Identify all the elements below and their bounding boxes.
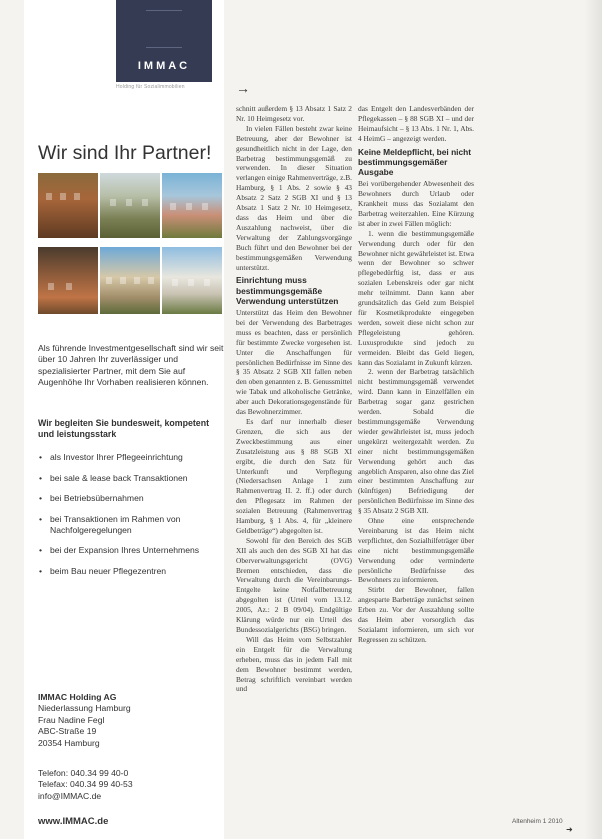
ad-headline: Wir sind Ihr Partner! xyxy=(38,142,212,164)
list-item: • beim Bau neuer Pflegezentren xyxy=(38,566,224,577)
company-name: IMMAC Holding AG xyxy=(38,692,117,702)
email-address: info@IMMAC.de xyxy=(38,790,102,801)
article-column-2 xyxy=(358,104,474,645)
list-item: • bei sale & lease back Transaktionen xyxy=(38,473,224,484)
list-item: • als Investor Ihrer Pflegeeinrichtung xyxy=(38,452,224,463)
article-column-1 xyxy=(236,104,352,694)
list-item: • bei Betriebsübernahmen xyxy=(38,493,224,504)
logo-subtitle: Holding für Sozialimmobilien xyxy=(116,84,185,90)
care-home-photo-4 xyxy=(38,247,98,314)
section-heading: Einrichtung muss bestimmungsgemäße Verwendung unterstützen xyxy=(236,275,339,306)
paragraph: 1. wenn die bestimmungsgemäße Verwendung durch oder für den Bewohner nicht gewährleistet ist. Etwa wenn der Bewohner so schwer pflegebedürftig ist, dass er aus sozialen Lebenskreis oder gar nicht mehr teilnimmt. Dann kann aber grundsätzlich das Geld zum Beispiel für Kosmetikprodukte eingegeben werden, soweit diese nicht schon zur Pflegeleistung gehören. Luxusprodukte sind jedoch zu vermeiden. Bleibt das Geld liegen, kann das Sozialamt in Zukunft kürzen. xyxy=(358,228,474,367)
paragraph: In vielen Fällen besteht zwar keine Betreuung, aber der Bewohner ist gesundheitlich nicht in der Lage, den Barbetrag bestimmungsgemäß zu verwenden. In dieser Situation verlangen einige Rahmenverträge, z.B. Hamburg, § 1 Abs. 2 sowie § 43 Absatz 2 Satz 2 SGB XI und § 13 Absatz 1 Satz 2 Nr. 10 Heimgesetz, dass das Heim und über die Auszahlung nachweist, über die Verwaltung der Zahlungsvorgänge Buch führt und den Bewohner bei der bestimmungsgemäßen Verwendung unterstützt. xyxy=(236,123,352,272)
page-edge-shadow xyxy=(584,0,602,839)
paragraph: Bei vorübergehender Abwesenheit des Bewohners durch Urlaub oder Krankheit muss das Sozialamt den Barbetrag weiterzahlen. Eine Kürzung ist aber in zwei Fällen möglich: xyxy=(358,179,474,228)
article-continues-arrow-icon: ➜ xyxy=(566,825,573,834)
paragraph: Stirbt der Bewohner, fallen angesparte Barbeträge zunächst seinen Erben zu. Vor der Auszahlung sollte das Heim aber vorsorglich das Sozialamt informieren, um sich vor Regressen zu schützen. xyxy=(358,585,474,644)
page-footer: Altenheim 1 2010 xyxy=(512,818,563,825)
list-item: • bei Transaktionen im Rahmen von Nachfolgeregelungen xyxy=(38,514,224,536)
immac-logo xyxy=(116,0,212,82)
logo-mark-icon xyxy=(146,10,182,48)
paragraph: das Entgelt den Landesverbänden der Pflegekassen – § 88 SGB XI – und der Heimaufsicht – § 13 Abs. 1 Nr. 1, Abs. 4 HeimG – angezeigt werden. xyxy=(358,104,474,143)
address-line: 20354 Hamburg xyxy=(38,737,100,748)
contact-info xyxy=(38,768,224,802)
ad-intro-text: Als führende Investmentgesellschaft sind wir seit über 10 Jahren Ihr zuverlässiger und spezialisierter Partner, mit dem Sie auf Augenhöhe Ihr Vorhaben realisieren können. xyxy=(38,343,224,388)
address-line: Frau Nadine Fegl xyxy=(38,714,105,725)
paragraph: Unterstützt das Heim den Bewohner bei der Verwendung des Barbetrages muss es beachten, dass er persönlich für bestimmte Zwecke vorgesehen ist. Unter die Anschaffungen für persönlichen Bedürfnisse im Sinne des § 35 Absatz 2 SGB XII fallen neben den oben genannten z. B. Genussmittel wie Tabak und alkoholische Getränke, aber auch Dekorationsgegenstände für das Bewohnerzimmer. xyxy=(236,308,352,417)
care-home-photo-5 xyxy=(100,247,160,314)
immac-advertisement xyxy=(24,0,224,839)
fax-number: Telefax: 040.34 99 40-53 xyxy=(38,779,133,790)
paragraph: 2. wenn der Barbetrag tatsächlich nicht bestimmungsgemäß verwendet wird. Dann kann in Einzelfällen ein Barbetrag sogar ganz gestrichen werden. Sobald die bestimmungsgemäße Verwendung wieder gewährleistet ist, muss jedoch ungekürzt weitergezahlt werden. Zu einer nicht bestimmungsgemäßen Verwendung gehört auch das angeblich Ansparen, also ohne das Ziel einer bestimmten Anschaffung zur (künftigen) Befriedigung der persönlichen Bedürfnisse im Sinne des § 35 Absatz 2 SGB XII. xyxy=(358,367,474,516)
paragraph: Sowohl für den Bereich des SGB XII als auch den des SGB XI hat das Oberverwaltungsgericht (OVG) Bremen entschieden, dass die Verwaltung durch die Vereinbarungs-Entgelte keine Notfallbetreuung abgegolten ist (Urteil vom 13.12. 2005, Az.: 2 B 09/04). Endgültige Klärung würde nur ein Urteil des Bundessozialgerichts (BSG) bringen. xyxy=(236,535,352,635)
company-address xyxy=(38,692,224,749)
address-line: Niederlassung Hamburg xyxy=(38,703,131,714)
care-home-photo-3 xyxy=(162,173,222,238)
logo-text: IMMAC xyxy=(137,60,191,72)
paragraph: Ohne eine entsprechende Vereinbarung ist das Heim nicht verpflichtet, den Sozialhilfeträger über eine nicht bestimmungsgemäße Verwendung oder verminderte persönliche Bedürfnisse des Bewohners zu informieren. xyxy=(358,516,474,585)
address-line: ABC-Straße 19 xyxy=(38,726,97,737)
website-url: www.IMMAC.de xyxy=(38,816,109,827)
care-home-photo-1 xyxy=(38,173,98,238)
ad-subheading: Wir begleiten Sie bundesweit, kompetent und leistungsstark xyxy=(38,418,209,440)
list-item: • bei der Expansion Ihres Unternehmens xyxy=(38,545,224,556)
care-home-photo-6 xyxy=(162,247,222,314)
paragraph: Will das Heim vom Selbstzahler ein Entgelt für die Verwaltung erheben, muss das in jedem Fall mit dem Bewohner bestimmt werden, Betrag schriftlich vereinbart werden und xyxy=(236,634,352,694)
paragraph: schnitt außerdem § 13 Absatz 1 Satz 2 Nr. 10 Heimgesetz vor. xyxy=(236,104,352,123)
continuation-arrow-icon: → xyxy=(236,80,250,96)
paragraph: Es darf nur innerhalb dieser Grenzen, die sich aus der Zweckbestimmung aus einer Zusatzleistung aus § 88 SGB XI ergibt, die durch den Satz für Unterkunft und Verpflegung (Niedersachsen Anlage 1 zum Rahmenvertrag II. 2. ff.) oder durch den Pflegesatz im Rahmen der sozialen Betreuung (Rahmenvertrag Hamburg, § 1 Abs. 4, für „kleinere Geldbeträge“) abgegolten ist. xyxy=(236,416,352,535)
services-list xyxy=(38,452,224,586)
care-home-photo-2 xyxy=(100,173,160,238)
phone-number: Telefon: 040.34 99 40-0 xyxy=(38,768,129,778)
section-heading: Keine Meldepflicht, bei nicht bestimmungsgemäßer Ausgabe xyxy=(358,146,472,178)
